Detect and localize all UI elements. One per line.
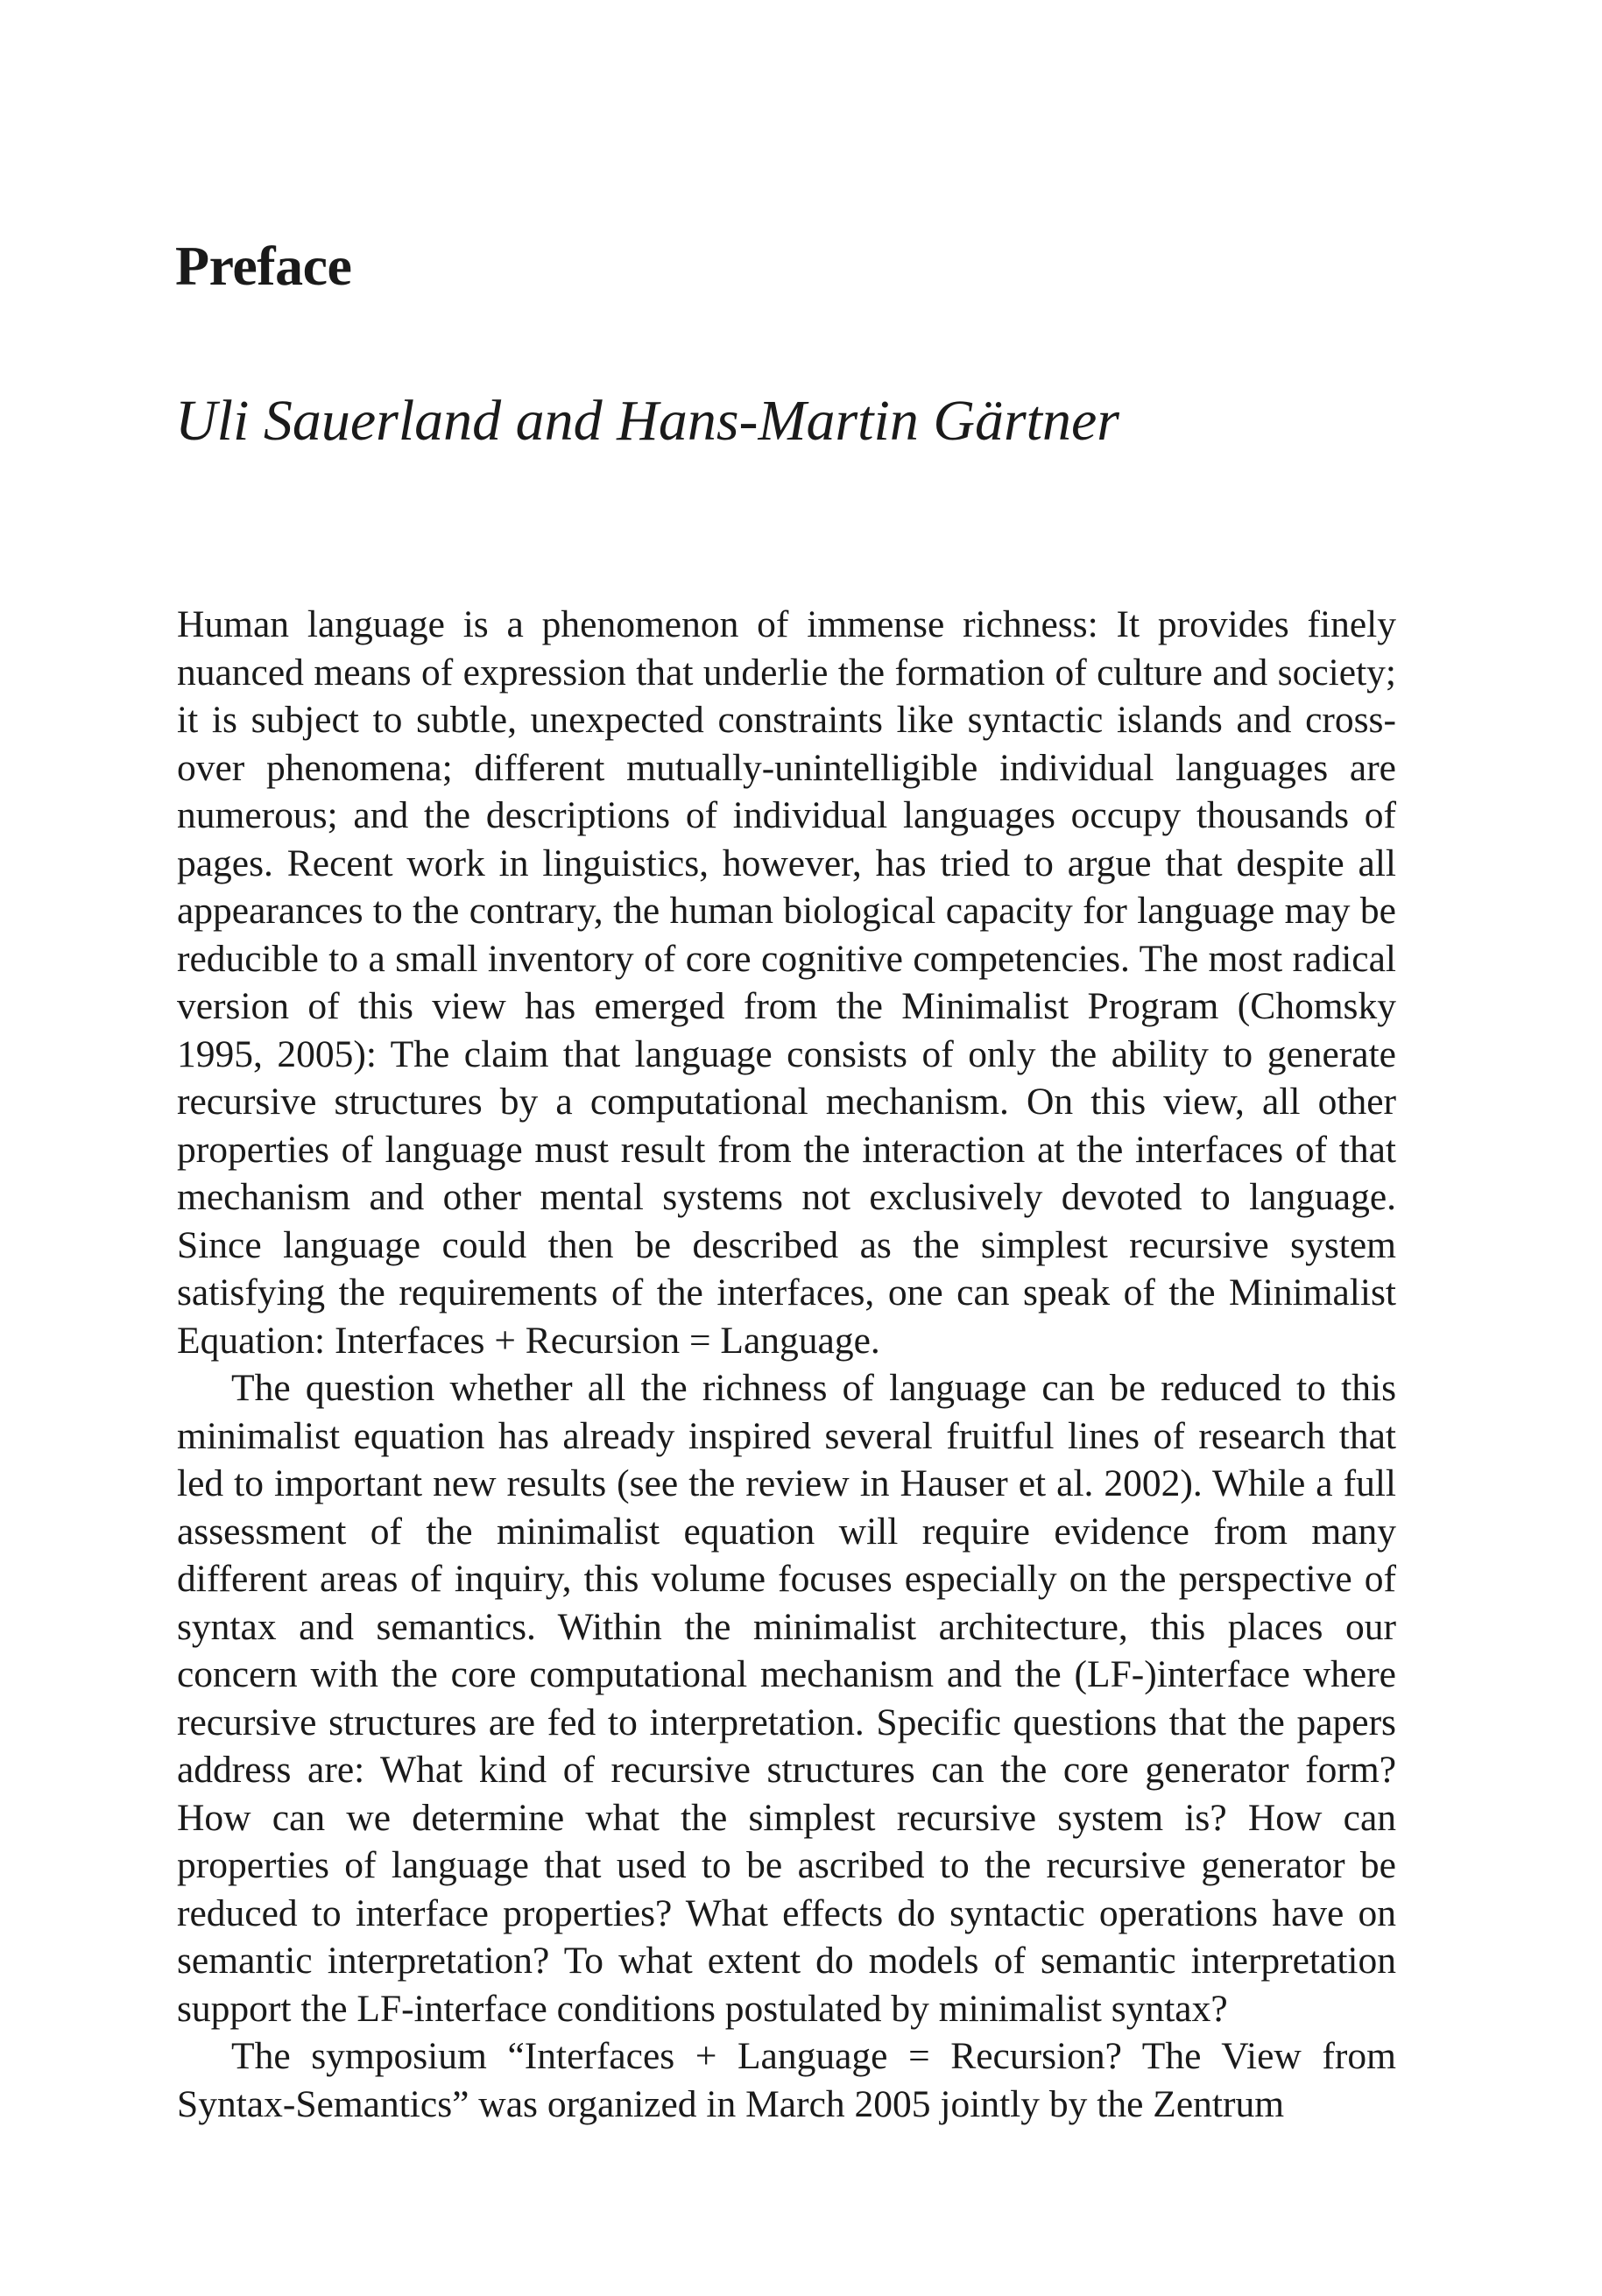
paragraph-3: The symposium “Interfaces + Language = Recursion? The View from Syntax-Semantics” was organized in March 2005 jointly by the Zentrum [177, 2035, 1396, 2125]
chapter-title: Preface [175, 235, 352, 297]
paragraph-1: Human language is a phenomenon of immense richness: It provides finely nuanced means of expression that underlie the formation of culture and society; it is subject to subtle, unexpected constraints like syntactic islands and crossover phenomena; different mutually-unintelligible individual languages are numerous; and the descriptions of individual languages occupy thousands of pages. Recent work in linguistics, however, has tried to argue that despite all appearances to the contrary, the human biological capacity for language may be reducible to a small inventory of core cognitive competencies. The most radical version of this view has emerged from the Minimalist Program (Chomsky 1995, 2005): The claim that language consists of only the ability to generate recursive structures by a computational mechanism. On this view, all other properties of language must result from the interaction at the interfaces of that mechanism and other mental systems not exclusively devoted to language. Since language could then be described as the simplest recursive system satisfying the requirements of the interfaces, one can speak of the Minimalist Equation: Interfaces + Recursion = Language. [177, 603, 1396, 1362]
body-text [177, 601, 1396, 2128]
paragraph-2: The question whether all the richness of language can be reduced to this minimalist equation has already inspired several fruitful lines of research that led to important new results (see the review in Hauser et al. 2002). While a full assessment of the minimalist equation will require evidence from many different areas of inquiry, this volume focuses especially on the perspective of syntax and semantics. Within the minimalist architecture, this places our concern with the core computational mechanism and the (LF-)interface where recursive structures are fed to interpretation. Specific questions that the papers address are: What kind of recursive structures can the core generator form? How can we determine what the simplest recursive system is? How can properties of language that used to be ascribed to the recursive generator be reduced to interface properties? What effects do syntactic operations have on semantic interpretation? To what extent do models of semantic interpretation support the LF-interface conditions postulated by minimalist syntax? [177, 1367, 1396, 2030]
chapter-authors: Uli Sauerland and Hans-Martin Gärtner [175, 389, 1119, 453]
